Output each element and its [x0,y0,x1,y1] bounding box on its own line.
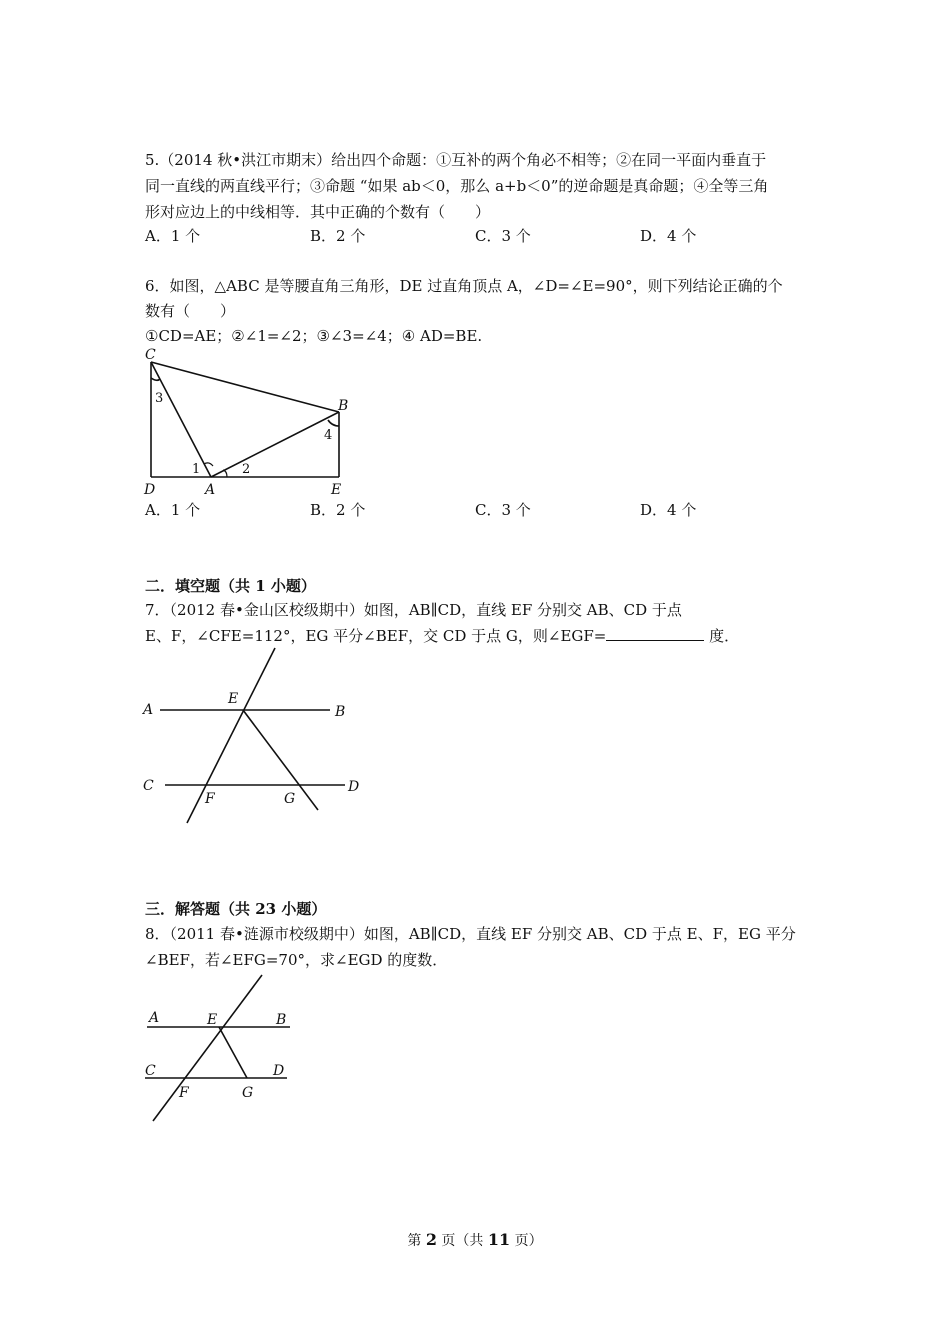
label-a: A [143,702,154,718]
page-footer [0,1230,950,1250]
q7-answer-blank[interactable] [606,626,704,641]
q5-option-c: C．3 个 [475,227,531,245]
label-angle-3: 3 [155,391,164,406]
label-e: E [207,1012,218,1028]
label-f: F [179,1085,189,1101]
q6-triangle-figure [135,340,355,500]
label-a: A [149,1010,160,1026]
footer-middle: 页（共 [436,1233,488,1249]
segment-ab [211,412,339,477]
label-angle-4: 4 [324,428,333,443]
label-angle-1: 1 [192,462,201,477]
label-e: E [228,691,239,707]
label-c: C [145,1063,156,1079]
q6-text-line3: ①CD=AE；②∠1=∠2；③∠3=∠4；④ AD=BE. [145,327,483,345]
q5-option-a: A．1 个 [145,227,201,245]
label-c: C [145,347,156,363]
label-d: D [144,482,156,498]
q5-option-d: D．4 个 [640,227,697,245]
q5-text-line1: 5.（2014 秋•洪江市期末）给出四个命题：①互补的两个角必不相等；②在同一平面内垂直于 [145,151,767,169]
label-g: G [284,791,296,807]
q6-text-line2: 数有（ ） [145,302,236,320]
section3-title: 三．解答题（共 23 小题） [145,900,327,918]
angle-4-arc [328,420,339,426]
segment-cb [151,362,339,412]
footer-prefix: 第 [407,1233,426,1249]
footer-total-pages: 11 [487,1230,511,1249]
label-a: A [205,482,216,498]
q7-text-line1: 7．（2012 春•金山区校级期中）如图，AB∥CD，直线 EF 分别交 AB、CD 于点 [145,601,682,619]
label-c: C [143,778,154,794]
footer-suffix: 页） [510,1233,543,1249]
segment-eg [219,1027,247,1078]
q6-option-a: A．1 个 [145,501,201,519]
label-f: F [205,791,215,807]
label-angle-2: 2 [242,462,251,477]
q7-text-after-blank: 度． [704,627,740,645]
label-b: B [276,1012,287,1028]
q7-text-before-blank: E、F，∠CFE=112°，EG 平分∠BEF，交 CD 于点 G，则∠EGF= [145,627,607,645]
q6-text-line1: 6．如图，△ABC 是等腰直角三角形，DE 过直角顶点 A，∠D=∠E=90°，则下列结论正确的个 [145,277,783,295]
q6-option-d: D．4 个 [640,501,697,519]
label-d: D [273,1063,285,1079]
q5-text-line3: 形对应边上的中线相等．其中正确的个数有（ ） [145,203,491,221]
label-g: G [242,1085,254,1101]
footer-page-number: 2 [425,1230,437,1249]
q5-text-line2: 同一直线的两直线平行；③命题 “如果 ab＜0，那么 a+b＜0”的逆命题是真命题；④全等三角 [145,177,769,195]
q5-option-b: B．2 个 [310,227,366,245]
q7-parallel-lines-figure [135,640,375,830]
section2-title: 二．填空题（共 1 小题） [145,577,316,595]
q8-parallel-lines-figure [135,965,315,1125]
q8-text-line2: ∠BEF，若∠EFG=70°，求∠EGD 的度数． [145,951,448,969]
q8-text-line1: 8．（2011 春•涟源市校级期中）如图，AB∥CD，直线 EF 分别交 AB、CD 于点 E、F，EG 平分 [145,925,796,943]
q6-option-c: C．3 个 [475,501,531,519]
label-d: D [348,779,360,795]
label-b: B [335,704,346,720]
segment-eg [243,710,318,810]
label-b: B [338,398,349,414]
label-e: E [331,482,342,498]
q6-option-b: B．2 个 [310,501,366,519]
